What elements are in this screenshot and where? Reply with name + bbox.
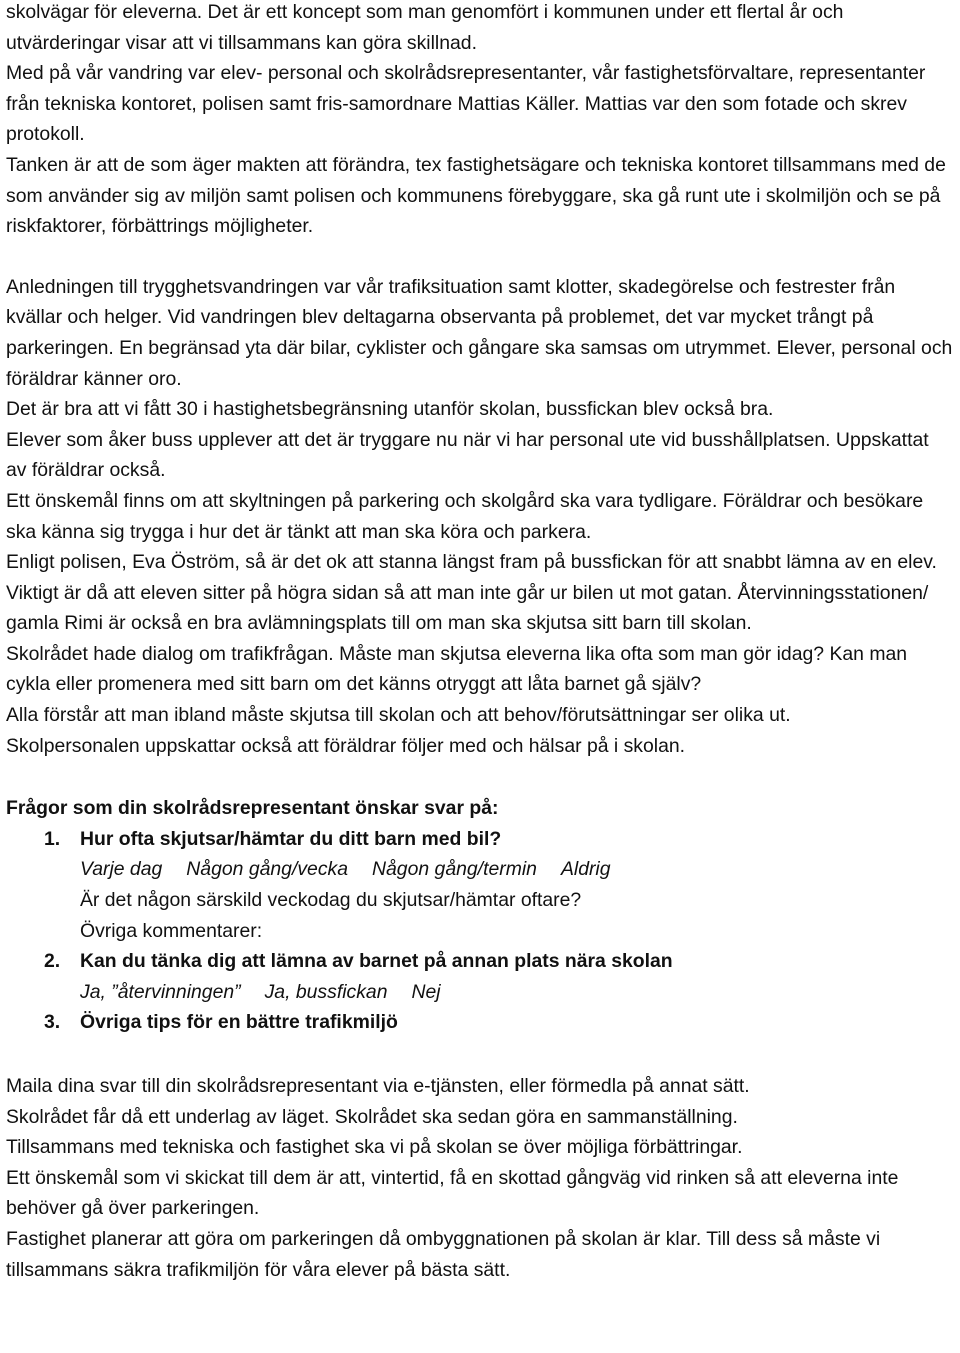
question-item	[44, 946, 954, 1007]
intro-section	[6, 0, 954, 242]
answer-options	[44, 977, 954, 1008]
paragraph: Enligt polisen, Eva Öström, så är det ok att stanna längst fram på bussfickan för att snabbt lämna av en elev. Viktigt är då att eleven sitter på högra sidan så att man inte går ur bilen ut mot gatan. Återvinningsstationen/ gamla Rimi är också en bra avlämningsplats till om man ska skjutsa sitt barn till skolan.	[6, 551, 937, 635]
paragraph: Fastighet planerar att göra om parkeringen då ombyggnationen på skolan är klar. Till dess så måste vi tillsammans säkra trafikmiljön för våra elever på bästa sätt.	[6, 1227, 881, 1281]
question-text: Hur ofta skjutsar/hämtar du ditt barn med bil?	[80, 827, 502, 850]
paragraph: Tanken är att de som äger makten att förändra, tex fastighetsägare och tekniska kontoret tillsammans med de som använder sig av miljön samt polisen och kommunens förebyggare, ska gå runt ute i skolmiljön och se på riskfaktorer, förbättrings möjligheter.	[6, 153, 946, 238]
answer-option: Någon gång/termin	[372, 858, 537, 881]
question-text: Kan du tänka dig att lämna av barnet på annan plats nära skolan	[80, 950, 673, 973]
follow-up-question: Är det någon särskild veckodag du skjutsar/hämtar oftare?	[80, 889, 582, 912]
questions-list	[6, 824, 954, 1038]
answer-option: Aldrig	[560, 858, 611, 881]
paragraph: Ett önskemål som vi skickat till dem är att, vintertid, få en skottad gångväg vid rinken så att eleverna inte behöver gå över parkeringen.	[6, 1166, 899, 1220]
paragraph: Maila dina svar till din skolrådsrepresentant via e-tjänsten, eller förmedla på annat sätt.	[6, 1075, 750, 1097]
question-item	[44, 824, 954, 946]
follow-up-question: Övriga kommentarer:	[80, 919, 263, 942]
paragraph: Anledningen till trygghetsvandringen var vår trafiksituation samt klotter, skadegörelse och festrester från kvällar och helger. Vid vandringen blev deltagarna observanta på problemet, det var mycket trångt på parkeringen. En begränsad yta där bilar, cyklister och gångare ska samsas om utrymmet. Elever, personal och föräldrar känner oro.	[6, 275, 953, 390]
question-number: 1.	[44, 827, 61, 850]
paragraph: Det är bra att vi fått 30 i hastighetsbegränsning utanför skolan, bussfickan blev också bra.	[6, 398, 774, 421]
question-item	[44, 1007, 954, 1038]
questions-heading: Frågor som din skolrådsrepresentant önskar svar på:	[6, 797, 499, 820]
paragraph: skolvägar för eleverna. Det är ett koncept som man genomfört i kommunen under ett flertal år och utvärderingar visar att vi tillsammans kan göra skillnad.	[6, 1, 844, 54]
answer-option: Ja, ”återvinningen”	[80, 980, 241, 1003]
questions-section	[6, 793, 954, 1038]
paragraph: Elever som åker buss upplever att det är tryggare nu när vi har personal ute vid busshållplatsen. Uppskattat av föräldrar också.	[6, 428, 929, 482]
answer-option: Varje dag	[80, 858, 163, 881]
question-title	[44, 824, 954, 855]
observations-section	[6, 272, 954, 762]
question-title	[44, 946, 954, 977]
paragraph: Alla förstår att man ibland måste skjutsa till skolan och att behov/förutsättningar ser olika ut.	[6, 704, 791, 727]
paragraph: Tillsammans med tekniska och fastighet ska vi på skolan se över möjliga förbättringar.	[6, 1136, 743, 1159]
paragraph: Med på vår vandring var elev- personal och skolrådsrepresentanter, vår fastighetsförvaltare, representanter från tekniska kontoret, polisen samt fris-samordnare Mattias Käller. Mattias var den som fotade och skrev protokoll.	[6, 62, 926, 146]
paragraph: Skolpersonalen uppskattar också att föräldrar följer med och hälsar på i skolan.	[6, 734, 686, 757]
paragraph: Skolrådet får då ett underlag av läget. Skolrådet ska sedan göra en sammanställning.	[6, 1105, 738, 1128]
answer-option: Ja, bussfickan	[264, 980, 388, 1003]
answer-option: Nej	[411, 980, 441, 1003]
question-number: 3.	[44, 1011, 61, 1034]
answer-option: Någon gång/vecka	[186, 858, 349, 881]
answer-options	[44, 854, 954, 885]
paragraph: Ett önskemål finns om att skyltningen på parkering och skolgård ska vara tydligare. Föräldrar och besökare ska känna sig trygga i hur det är tänkt att man ska köra och parkera.	[6, 489, 924, 543]
closing-section	[6, 1071, 954, 1285]
question-title	[44, 1007, 954, 1038]
question-text: Övriga tips för en bättre trafikmiljö	[80, 1011, 398, 1034]
paragraph: Skolrådet hade dialog om trafikfrågan. Måste man skjutsa eleverna lika ofta som man gör idag? Kan man cykla eller promenera med sitt barn om det känns otryggt att låta barnet gå själv?	[6, 642, 908, 696]
question-number: 2.	[44, 950, 61, 973]
